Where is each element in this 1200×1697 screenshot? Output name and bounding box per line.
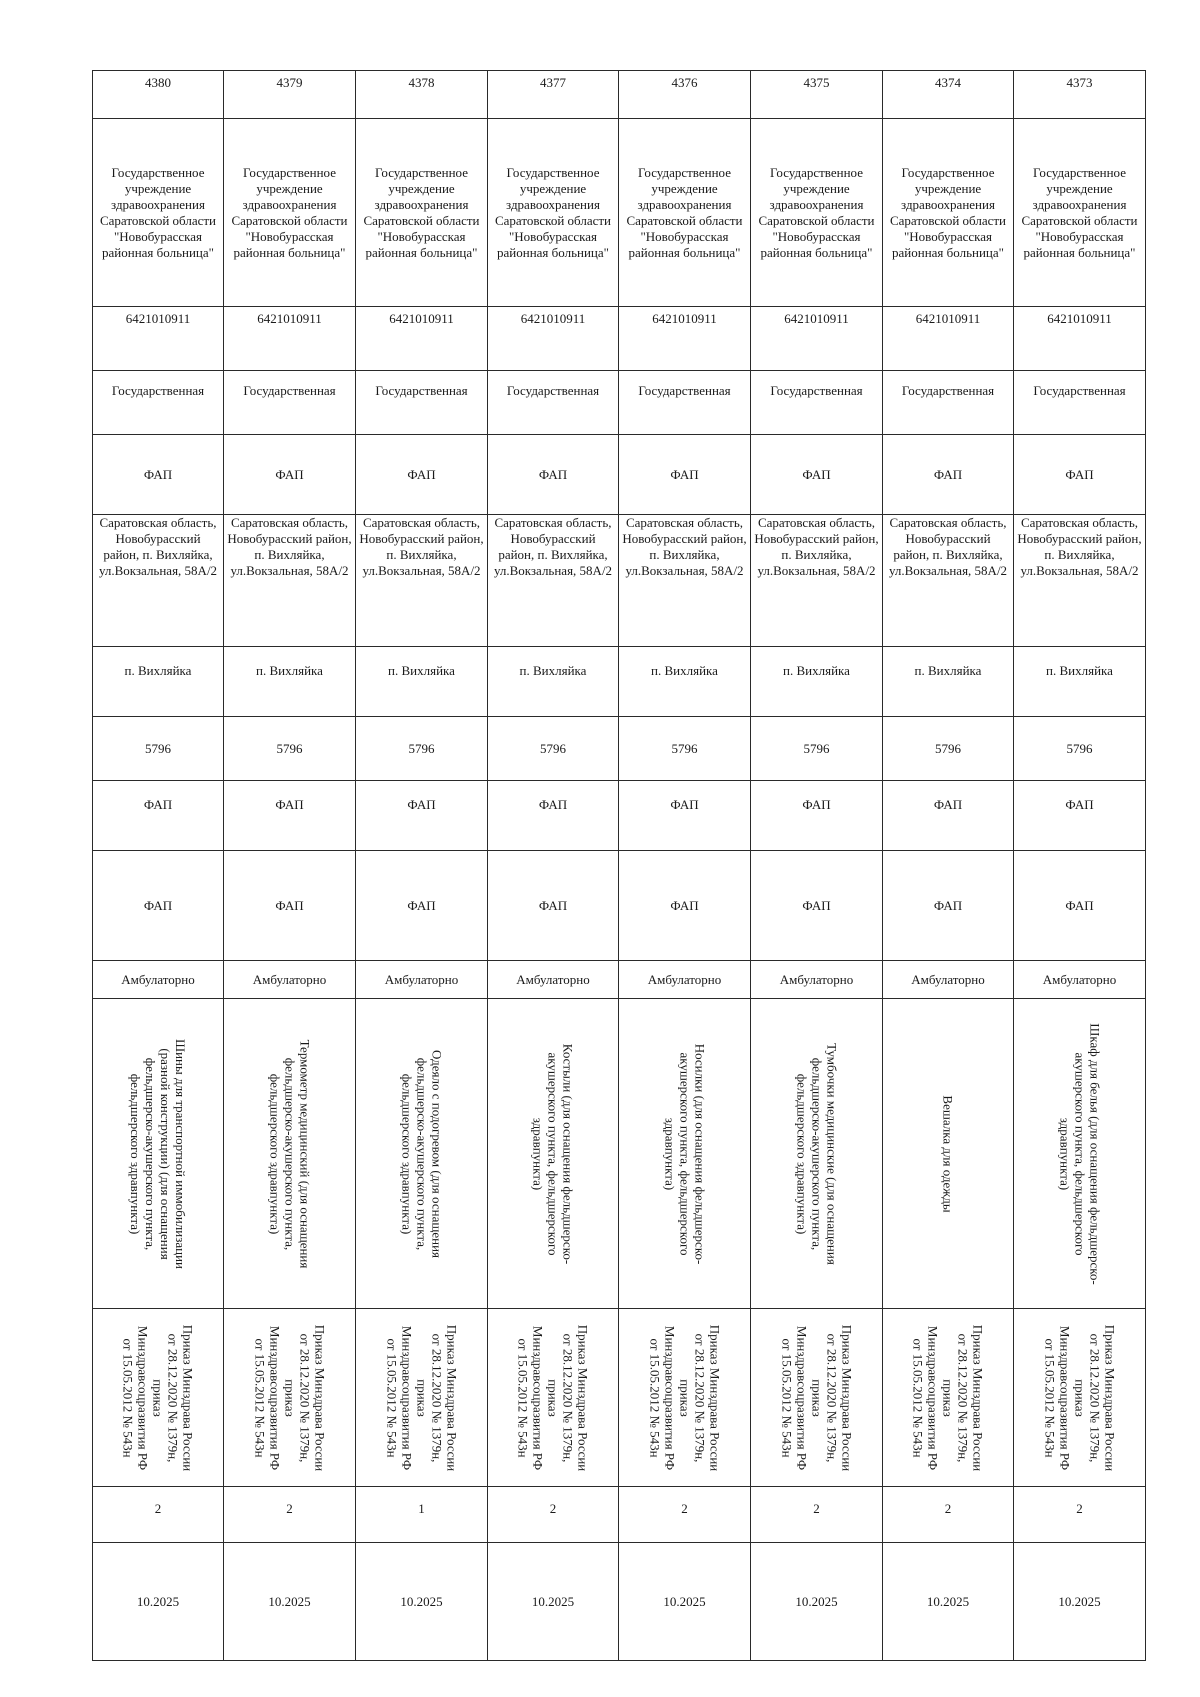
inn-text: 6421010911 <box>257 311 322 326</box>
ownership-form-text: Государственная <box>243 383 336 398</box>
code-cell <box>883 717 1014 781</box>
facility-type-cell <box>224 435 356 515</box>
inn-cell <box>751 307 883 371</box>
equipment-name-cell <box>1014 999 1146 1309</box>
inn-cell <box>224 307 356 371</box>
quantity-cell <box>488 1487 619 1543</box>
code-cell <box>751 717 883 781</box>
locality-cell <box>356 647 488 717</box>
subdivision-cell <box>751 851 883 961</box>
locality-text: п. Вихляйка <box>1046 663 1113 678</box>
record-number-cell <box>751 71 883 119</box>
organization-name-cell <box>883 119 1014 307</box>
date-cell <box>488 1543 619 1661</box>
equipment-name-text: Костыли (для оснащения фельдшерско-акушерского пункта, фельдшерского здравпункта) <box>530 1043 576 1264</box>
record-number-text: 4377 <box>540 75 566 90</box>
subdivision-cell <box>883 781 1014 851</box>
table-row <box>93 119 1146 307</box>
address-cell <box>751 515 883 647</box>
code-cell <box>356 717 488 781</box>
subdivision-cell <box>488 851 619 961</box>
ownership-form-text: Государственная <box>901 383 995 398</box>
inn-text: 6421010911 <box>784 311 849 326</box>
quantity-text: 2 <box>681 1501 688 1516</box>
address-cell <box>356 515 488 647</box>
date-cell <box>883 1543 1014 1661</box>
date-text: 10.2025 <box>531 1593 575 1609</box>
address-text: Саратовская область, Новобурасский район, п. Вихляйка, ул.Вокзальная, 58А/2 <box>227 515 352 578</box>
ownership-form-cell <box>1014 371 1146 435</box>
rotated-text-container <box>1014 1310 1145 1486</box>
ownership-form-cell <box>356 371 488 435</box>
care-conditions-text: Амбулаторно <box>779 971 854 987</box>
facility-type-cell <box>93 435 224 515</box>
locality-cell <box>619 647 751 717</box>
legal-basis-text: Приказ Минздрава России от 28.12.2020 № 1379н, приказ Минздравсоцразвития РФ от 15.05.2012 № 543н <box>252 1324 327 1471</box>
quantity-cell <box>224 1487 356 1543</box>
equipment-name-cell <box>883 999 1014 1309</box>
equipment-name-cell <box>93 999 224 1309</box>
legal-basis-text: Приказ Минздрава России от 28.12.2020 № 1379н, приказ Минздравсоцразвития РФ от 15.05.2012 № 543н <box>120 1324 196 1471</box>
code-text: 5796 <box>935 740 961 756</box>
legal-basis-text: Приказ Минздрава России от 28.12.2020 № 1379н, приказ Минздравсоцразвития РФ от 15.05.2012 № 543н <box>515 1324 591 1471</box>
equipment-table <box>92 70 1146 1661</box>
locality-text: п. Вихляйка <box>651 663 718 678</box>
locality-cell <box>488 647 619 717</box>
locality-cell <box>224 647 356 717</box>
subdivision-text: ФАП <box>933 797 963 812</box>
address-text: Саратовская область, Новобурасский район, п. Вихляйка, ул.Вокзальная, 58А/2 <box>98 515 218 578</box>
legal-basis-cell <box>488 1309 619 1487</box>
code-text: 5796 <box>145 740 171 756</box>
facility-type-text: ФАП <box>1065 466 1094 482</box>
date-text: 10.2025 <box>663 1593 706 1609</box>
ownership-form-cell <box>93 371 224 435</box>
locality-cell <box>93 647 224 717</box>
ownership-form-cell <box>488 371 619 435</box>
rotated-text-container <box>883 1000 1013 1308</box>
locality-cell <box>751 647 883 717</box>
record-number-cell <box>93 71 224 119</box>
facility-type-cell <box>751 435 883 515</box>
subdivision-cell <box>619 851 751 961</box>
date-cell <box>224 1543 356 1661</box>
subdivision-text: ФАП <box>670 897 699 913</box>
code-text: 5796 <box>1066 740 1093 756</box>
inn-cell <box>93 307 224 371</box>
rotated-text-container <box>751 1310 882 1486</box>
date-text: 10.2025 <box>136 1593 180 1609</box>
locality-text: п. Вихляйка <box>519 663 587 678</box>
organization-name-text: Государственное учреждение здравоохранения Саратовской области "Новобурасская районная больница" <box>494 164 612 260</box>
subdivision-cell <box>619 781 751 851</box>
ownership-form-cell <box>883 371 1014 435</box>
table-row <box>93 371 1146 435</box>
organization-name-cell <box>1014 119 1146 307</box>
subdivision-cell <box>93 781 224 851</box>
care-conditions-text: Амбулаторно <box>252 971 327 987</box>
subdivision-text: ФАП <box>407 897 436 913</box>
rotated-text-container <box>224 1310 355 1486</box>
table-row <box>93 781 1146 851</box>
equipment-name-cell <box>751 999 883 1309</box>
code-cell <box>488 717 619 781</box>
rotated-text-container <box>224 1000 355 1308</box>
care-conditions-cell <box>1014 961 1146 999</box>
locality-text: п. Вихляйка <box>124 663 192 678</box>
table-row <box>93 1309 1146 1487</box>
inn-text: 6421010911 <box>652 311 717 326</box>
quantity-cell <box>751 1487 883 1543</box>
legal-basis-text: Приказ Минздрава России от 28.12.2020 № 1379н, приказ Минздравсоцразвития РФ от 15.05.2012 № 543н <box>779 1324 854 1471</box>
inn-cell <box>356 307 488 371</box>
locality-cell <box>1014 647 1146 717</box>
subdivision-cell <box>1014 781 1146 851</box>
inn-cell <box>1014 307 1146 371</box>
locality-cell <box>883 647 1014 717</box>
legal-basis-cell <box>883 1309 1014 1487</box>
date-text: 10.2025 <box>268 1593 311 1609</box>
subdivision-text: ФАП <box>1065 897 1094 913</box>
care-conditions-cell <box>619 961 751 999</box>
equipment-name-text: Одеяло с подогревом (для оснащения фельдшерско-акушерского пункта, фельдшерского здравпункта) <box>399 1049 444 1258</box>
facility-type-text: ФАП <box>802 466 831 482</box>
record-number-cell <box>1014 71 1146 119</box>
subdivision-cell <box>751 781 883 851</box>
subdivision-cell <box>224 781 356 851</box>
quantity-cell <box>1014 1487 1146 1543</box>
quantity-text: 1 <box>418 1501 425 1516</box>
date-cell <box>1014 1543 1146 1661</box>
care-conditions-text: Амбулаторно <box>121 971 195 987</box>
facility-type-text: ФАП <box>407 466 436 482</box>
legal-basis-text: Приказ Минздрава России от 28.12.2020 № 1379н, приказ Минздравсоцразвития РФ от 15.05.2012 № 543н <box>647 1324 722 1471</box>
record-number-cell <box>619 71 751 119</box>
ownership-form-text: Государственная <box>770 383 863 398</box>
legal-basis-cell <box>619 1309 751 1487</box>
date-cell <box>619 1543 751 1661</box>
organization-name-cell <box>619 119 751 307</box>
rotated-text-container <box>488 1000 618 1308</box>
code-text: 5796 <box>671 740 698 756</box>
record-number-text: 4378 <box>408 75 435 90</box>
table-row <box>93 961 1146 999</box>
address-cell <box>224 515 356 647</box>
care-conditions-text: Амбулаторно <box>1042 971 1117 987</box>
table-row <box>93 515 1146 647</box>
rotated-text-container <box>751 1000 882 1308</box>
legal-basis-cell <box>224 1309 356 1487</box>
subdivision-text: ФАП <box>143 897 173 913</box>
record-number-text: 4379 <box>276 75 303 90</box>
date-text: 10.2025 <box>926 1593 970 1609</box>
code-cell <box>224 717 356 781</box>
address-cell <box>619 515 751 647</box>
inn-cell <box>883 307 1014 371</box>
document-sheet <box>92 70 1145 1660</box>
subdivision-text: ФАП <box>933 897 963 913</box>
organization-name-text: Государственное учреждение здравоохранения Саратовской области "Новобурасская районная больница" <box>363 164 480 260</box>
subdivision-cell <box>356 781 488 851</box>
locality-text: п. Вихляйка <box>914 663 982 678</box>
equipment-name-cell <box>488 999 619 1309</box>
quantity-text: 2 <box>1076 1501 1083 1516</box>
address-text: Саратовская область, Новобурасский район, п. Вихляйка, ул.Вокзальная, 58А/2 <box>754 515 879 578</box>
subdivision-text: ФАП <box>802 797 831 812</box>
address-text: Саратовская область, Новобурасский район, п. Вихляйка, ул.Вокзальная, 58А/2 <box>1017 515 1142 578</box>
code-cell <box>619 717 751 781</box>
subdivision-text: ФАП <box>143 797 173 812</box>
organization-name-text: Государственное учреждение здравоохранения Саратовской области "Новобурасская районная больница" <box>758 164 875 260</box>
record-number-cell <box>356 71 488 119</box>
facility-type-cell <box>356 435 488 515</box>
record-number-cell <box>224 71 356 119</box>
organization-name-cell <box>751 119 883 307</box>
address-cell <box>93 515 224 647</box>
ownership-form-cell <box>619 371 751 435</box>
quantity-text: 2 <box>813 1501 820 1516</box>
organization-name-text: Государственное учреждение здравоохранения Саратовской области "Новобурасская районная больница" <box>99 164 217 260</box>
rotated-text-container <box>619 1310 750 1486</box>
organization-name-text: Государственное учреждение здравоохранения Саратовской области "Новобурасская районная больница" <box>231 164 348 260</box>
record-number-cell <box>883 71 1014 119</box>
care-conditions-cell <box>356 961 488 999</box>
facility-type-text: ФАП <box>538 466 568 482</box>
equipment-name-text: Вешалка для одежды <box>940 1094 956 1213</box>
inn-cell <box>488 307 619 371</box>
subdivision-text: ФАП <box>802 897 831 913</box>
rotated-text-container <box>883 1310 1013 1486</box>
date-cell <box>356 1543 488 1661</box>
facility-type-text: ФАП <box>670 466 699 482</box>
address-cell <box>488 515 619 647</box>
ownership-form-text: Государственная <box>111 383 205 398</box>
quantity-text: 2 <box>154 1501 162 1516</box>
equipment-name-text: Носилки (для оснащения фельдшерско-акушерского пункта, фельдшерского здравпункта) <box>662 1043 707 1264</box>
ownership-form-text: Государственная <box>375 383 468 398</box>
facility-type-cell <box>619 435 751 515</box>
organization-name-text: Государственное учреждение здравоохранения Саратовской области "Новобурасская районная больница" <box>1021 164 1138 260</box>
care-conditions-cell <box>93 961 224 999</box>
subdivision-cell <box>883 851 1014 961</box>
address-text: Саратовская область, Новобурасский район, п. Вихляйка, ул.Вокзальная, 58А/2 <box>359 515 484 578</box>
subdivision-text: ФАП <box>275 897 304 913</box>
organization-name-cell <box>488 119 619 307</box>
inn-text: 6421010911 <box>520 311 586 326</box>
legal-basis-text: Приказ Минздрава России от 28.12.2020 № 1379н, приказ Минздравсоцразвития РФ от 15.05.2012 № 543н <box>910 1324 986 1471</box>
table-row <box>93 851 1146 961</box>
table-row <box>93 1543 1146 1661</box>
record-number-text: 4374 <box>935 75 961 90</box>
facility-type-cell <box>488 435 619 515</box>
subdivision-cell <box>356 851 488 961</box>
date-text: 10.2025 <box>795 1593 838 1609</box>
table-row <box>93 999 1146 1309</box>
legal-basis-text: Приказ Минздрава России от 28.12.2020 № 1379н, приказ Минздравсоцразвития РФ от 15.05.2012 № 543н <box>384 1324 459 1471</box>
date-cell <box>93 1543 224 1661</box>
code-cell <box>1014 717 1146 781</box>
rotated-text-container <box>93 1000 223 1308</box>
subdivision-text: ФАП <box>538 897 568 913</box>
inn-cell <box>619 307 751 371</box>
subdivision-text: ФАП <box>538 797 568 812</box>
locality-text: п. Вихляйка <box>388 663 455 678</box>
date-text: 10.2025 <box>1058 1593 1101 1609</box>
subdivision-cell <box>224 851 356 961</box>
quantity-cell <box>883 1487 1014 1543</box>
address-text: Саратовская область, Новобурасский район, п. Вихляйка, ул.Вокзальная, 58А/2 <box>888 515 1008 578</box>
code-cell <box>93 717 224 781</box>
organization-name-text: Государственное учреждение здравоохранения Саратовской области "Новобурасская районная больница" <box>889 164 1007 260</box>
organization-name-cell <box>224 119 356 307</box>
table-row <box>93 717 1146 781</box>
subdivision-cell <box>488 781 619 851</box>
legal-basis-cell <box>93 1309 224 1487</box>
inn-text: 6421010911 <box>915 311 981 326</box>
equipment-name-text: Тумбочки медицинские (для оснащения фельдшерско-акушерского пункта, фельдшерского здравпункта) <box>794 1042 839 1265</box>
quantity-cell <box>356 1487 488 1543</box>
equipment-name-cell <box>619 999 751 1309</box>
equipment-name-cell <box>224 999 356 1309</box>
organization-name-text: Государственное учреждение здравоохранения Саратовской области "Новобурасская районная больница" <box>626 164 743 260</box>
rotated-text-container <box>619 1000 750 1308</box>
facility-type-text: ФАП <box>933 466 963 482</box>
rotated-text-container <box>356 1000 487 1308</box>
locality-text: п. Вихляйка <box>783 663 850 678</box>
facility-type-cell <box>883 435 1014 515</box>
rotated-text-container <box>488 1310 618 1486</box>
record-number-cell <box>488 71 619 119</box>
legal-basis-cell <box>356 1309 488 1487</box>
subdivision-text: ФАП <box>407 797 436 812</box>
facility-type-text: ФАП <box>275 466 304 482</box>
address-text: Саратовская область, Новобурасский район, п. Вихляйка, ул.Вокзальная, 58А/2 <box>622 515 747 578</box>
facility-type-text: ФАП <box>143 466 173 482</box>
table-row <box>93 71 1146 119</box>
code-text: 5796 <box>276 740 303 756</box>
ownership-form-cell <box>224 371 356 435</box>
subdivision-text: ФАП <box>670 797 699 812</box>
legal-basis-cell <box>751 1309 883 1487</box>
record-number-text: 4376 <box>671 75 698 90</box>
locality-text: п. Вихляйка <box>256 663 323 678</box>
address-text: Саратовская область, Новобурасский район, п. Вихляйка, ул.Вокзальная, 58А/2 <box>493 515 613 578</box>
code-text: 5796 <box>540 740 566 756</box>
care-conditions-text: Амбулаторно <box>384 971 459 987</box>
equipment-name-text: Шкаф для белья (для оснащения фельдшерско-акушерского пункта, фельдшерского здравпункта) <box>1057 1022 1102 1285</box>
table-row <box>93 1487 1146 1543</box>
inn-text: 6421010911 <box>125 311 191 326</box>
rotated-text-container <box>93 1310 223 1486</box>
organization-name-cell <box>93 119 224 307</box>
table-row <box>93 647 1146 717</box>
ownership-form-text: Государственная <box>506 383 600 398</box>
ownership-form-text: Государственная <box>638 383 731 398</box>
table-row <box>93 435 1146 515</box>
equipment-name-cell <box>356 999 488 1309</box>
facility-type-cell <box>1014 435 1146 515</box>
subdivision-cell <box>1014 851 1146 961</box>
quantity-cell <box>619 1487 751 1543</box>
legal-basis-text: Приказ Минздрава России от 28.12.2020 № 1379н, приказ Минздравсоцразвития РФ от 15.05.2012 № 543н <box>1042 1324 1117 1471</box>
care-conditions-cell <box>883 961 1014 999</box>
care-conditions-text: Амбулаторно <box>911 971 985 987</box>
ownership-form-cell <box>751 371 883 435</box>
care-conditions-text: Амбулаторно <box>647 971 722 987</box>
quantity-text: 2 <box>286 1501 293 1516</box>
ownership-form-text: Государственная <box>1033 383 1126 398</box>
record-number-text: 4373 <box>1066 75 1093 90</box>
care-conditions-cell <box>224 961 356 999</box>
table-row <box>93 307 1146 371</box>
organization-name-cell <box>356 119 488 307</box>
quantity-cell <box>93 1487 224 1543</box>
record-number-text: 4380 <box>145 75 171 90</box>
care-conditions-cell <box>751 961 883 999</box>
inn-text: 6421010911 <box>389 311 454 326</box>
address-cell <box>883 515 1014 647</box>
address-cell <box>1014 515 1146 647</box>
subdivision-cell <box>93 851 224 961</box>
rotated-text-container <box>1014 1000 1145 1308</box>
date-cell <box>751 1543 883 1661</box>
equipment-name-text: Шины для транспортной иммобилизации (разной конструкции) (для оснащения фельдшерско-акушерского пункта, фельдшерского здравпункта) <box>128 1038 188 1269</box>
record-number-text: 4375 <box>803 75 830 90</box>
legal-basis-cell <box>1014 1309 1146 1487</box>
care-conditions-text: Амбулаторно <box>516 971 590 987</box>
code-text: 5796 <box>803 740 830 756</box>
code-text: 5796 <box>408 740 435 756</box>
subdivision-text: ФАП <box>275 797 304 812</box>
quantity-text: 2 <box>944 1501 952 1516</box>
quantity-text: 2 <box>549 1501 557 1516</box>
rotated-text-container <box>356 1310 487 1486</box>
date-text: 10.2025 <box>400 1593 443 1609</box>
care-conditions-cell <box>488 961 619 999</box>
equipment-name-text: Термометр медицинский (для оснащения фельдшерско-акушерского пункта, фельдшерского здравпункта) <box>267 1039 312 1268</box>
inn-text: 6421010911 <box>1047 311 1112 326</box>
subdivision-text: ФАП <box>1065 797 1094 812</box>
